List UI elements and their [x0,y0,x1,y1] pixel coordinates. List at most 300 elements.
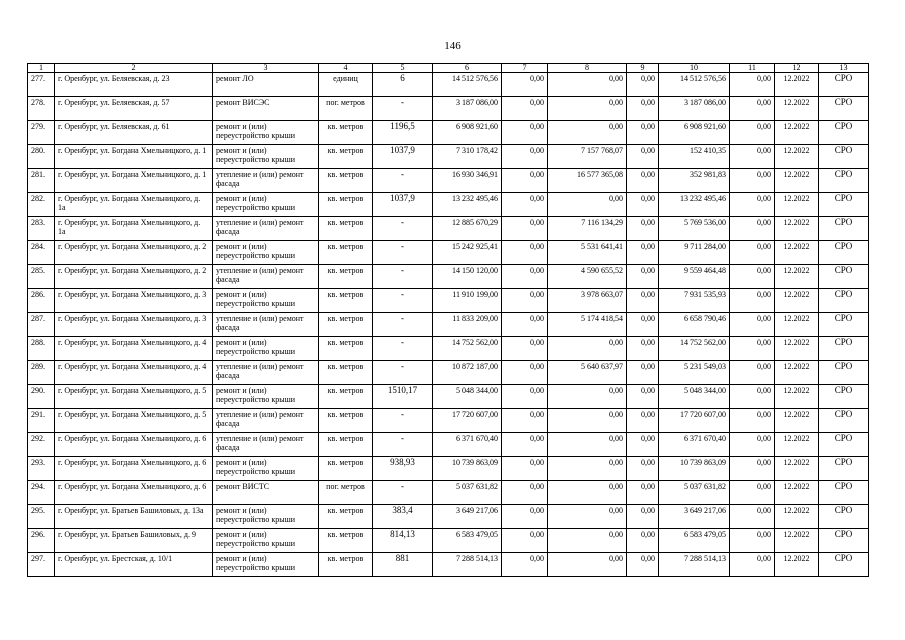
row-number-cell: 281. [28,169,55,193]
quantity-cell: - [373,313,433,337]
funding-cell: 7 931 535,93 [659,289,730,313]
quantity-cell: - [373,337,433,361]
table-row [28,385,869,409]
completion-date-cell: 12.2022 [775,241,819,265]
funding-cell: 152 410,35 [659,145,730,169]
funding-cell: 10 739 863,09 [659,457,730,481]
completion-date-cell: 12.2022 [775,289,819,313]
funding-cell: 0,00 [627,433,659,457]
row-number-cell: 297. [28,553,55,577]
work-type-cell: утепление и (или) ремонт фасада [213,409,319,433]
funding-cell: 0,00 [627,337,659,361]
funding-cell: 5 769 536,00 [659,217,730,241]
unit-cell: кв. метров [319,289,373,313]
column-number: 5 [373,64,433,73]
funding-cell: 9 559 464,48 [659,265,730,289]
column-number-row [28,64,869,73]
funding-cell: 0,00 [502,457,548,481]
funding-cell: 0,00 [627,409,659,433]
funding-cell: 5 048 344,00 [659,385,730,409]
row-number-cell: 284. [28,241,55,265]
completion-date-cell: 12.2022 [775,313,819,337]
funding-cell: 6 583 479,05 [659,529,730,553]
table-row [28,505,869,529]
funding-cell: 6 658 790,46 [659,313,730,337]
table-row [28,265,869,289]
funding-cell: 0,00 [502,73,548,97]
funding-cell: 3 978 663,07 [548,289,627,313]
column-number: 3 [213,64,319,73]
work-type-cell: ремонт и (или) переустройство крыши [213,193,319,217]
funding-cell: 0,00 [502,241,548,265]
funding-cell: 4 590 655,52 [548,265,627,289]
funding-cell: 0,00 [502,193,548,217]
funding-cell: 0,00 [548,409,627,433]
quantity-cell: 1196,5 [373,121,433,145]
funding-cell: 0,00 [730,145,775,169]
funding-cell: 0,00 [730,409,775,433]
row-number-cell: 280. [28,145,55,169]
funding-cell: 0,00 [730,337,775,361]
funding-cell: 0,00 [730,433,775,457]
method-cell: СРО [819,313,869,337]
total-cost-cell: 14 752 562,00 [433,337,502,361]
completion-date-cell: 12.2022 [775,481,819,505]
column-number: 10 [659,64,730,73]
table-row [28,217,869,241]
funding-cell: 17 720 607,00 [659,409,730,433]
column-number: 11 [730,64,775,73]
total-cost-cell: 13 232 495,46 [433,193,502,217]
funding-cell: 0,00 [730,505,775,529]
total-cost-cell: 10 739 863,09 [433,457,502,481]
column-number: 13 [819,64,869,73]
row-number-cell: 279. [28,121,55,145]
funding-cell: 0,00 [730,193,775,217]
funding-cell: 0,00 [548,481,627,505]
funding-cell: 0,00 [730,121,775,145]
unit-cell: кв. метров [319,433,373,457]
funding-cell: 5 531 641,41 [548,241,627,265]
table-body [28,64,869,577]
work-type-cell: ремонт и (или) переустройство крыши [213,385,319,409]
funding-cell: 0,00 [502,313,548,337]
completion-date-cell: 12.2022 [775,361,819,385]
unit-cell: кв. метров [319,409,373,433]
total-cost-cell: 6 908 921,60 [433,121,502,145]
funding-cell: 0,00 [627,121,659,145]
table-row [28,337,869,361]
row-number-cell: 285. [28,265,55,289]
funding-cell: 3 187 086,00 [659,97,730,121]
completion-date-cell: 12.2022 [775,97,819,121]
funding-cell: 0,00 [730,481,775,505]
unit-cell: единиц [319,73,373,97]
quantity-cell: - [373,265,433,289]
funding-cell: 0,00 [730,289,775,313]
method-cell: СРО [819,169,869,193]
row-number-cell: 294. [28,481,55,505]
funding-cell: 0,00 [502,121,548,145]
funding-cell: 0,00 [627,265,659,289]
completion-date-cell: 12.2022 [775,73,819,97]
quantity-cell: 1037,9 [373,193,433,217]
completion-date-cell: 12.2022 [775,217,819,241]
unit-cell: кв. метров [319,145,373,169]
completion-date-cell: 12.2022 [775,457,819,481]
table-row [28,241,869,265]
method-cell: СРО [819,193,869,217]
total-cost-cell: 14 150 120,00 [433,265,502,289]
capital-repair-table [27,63,869,577]
funding-cell: 0,00 [627,553,659,577]
funding-cell: 0,00 [502,361,548,385]
unit-cell: кв. метров [319,241,373,265]
total-cost-cell: 16 930 346,91 [433,169,502,193]
table-row [28,97,869,121]
funding-cell: 9 711 284,00 [659,241,730,265]
funding-cell: 0,00 [548,457,627,481]
column-number: 6 [433,64,502,73]
funding-cell: 13 232 495,46 [659,193,730,217]
table-row [28,289,869,313]
work-type-cell: утепление и (или) ремонт фасада [213,313,319,337]
work-type-cell: ремонт ВИСТС [213,481,319,505]
funding-cell: 0,00 [627,193,659,217]
unit-cell: пог. метров [319,97,373,121]
method-cell: СРО [819,97,869,121]
quantity-cell: - [373,169,433,193]
funding-cell: 0,00 [627,481,659,505]
funding-cell: 0,00 [730,73,775,97]
work-type-cell: ремонт ЛО [213,73,319,97]
address-cell: г. Оренбург, ул. Богдана Хмельницкого, д. 1 [55,169,213,193]
quantity-cell: 383,4 [373,505,433,529]
address-cell: г. Оренбург, ул. Беляевская, д. 61 [55,121,213,145]
unit-cell: кв. метров [319,121,373,145]
funding-cell: 0,00 [730,361,775,385]
funding-cell: 0,00 [502,529,548,553]
method-cell: СРО [819,457,869,481]
method-cell: СРО [819,145,869,169]
funding-cell: 0,00 [502,145,548,169]
funding-cell: 0,00 [548,121,627,145]
address-cell: г. Оренбург, ул. Богдана Хмельницкого, д. 2 [55,265,213,289]
total-cost-cell: 14 512 576,56 [433,73,502,97]
total-cost-cell: 5 037 631,82 [433,481,502,505]
work-type-cell: ремонт и (или) переустройство крыши [213,121,319,145]
address-cell: г. Оренбург, ул. Богдана Хмельницкого, д. 4 [55,361,213,385]
unit-cell: кв. метров [319,193,373,217]
funding-cell: 0,00 [548,193,627,217]
funding-cell: 0,00 [502,265,548,289]
funding-cell: 0,00 [730,241,775,265]
column-number: 2 [55,64,213,73]
work-type-cell: утепление и (или) ремонт фасада [213,169,319,193]
funding-cell: 0,00 [627,241,659,265]
table-row [28,73,869,97]
address-cell: г. Оренбург, ул. Богдана Хмельницкого, д. 3 [55,313,213,337]
completion-date-cell: 12.2022 [775,529,819,553]
total-cost-cell: 6 371 670,40 [433,433,502,457]
funding-cell: 0,00 [730,217,775,241]
quantity-cell: - [373,97,433,121]
address-cell: г. Оренбург, ул. Богдана Хмельницкого, д. 1 [55,145,213,169]
method-cell: СРО [819,265,869,289]
table-row [28,145,869,169]
method-cell: СРО [819,241,869,265]
address-cell: г. Оренбург, ул. Богдана Хмельницкого, д. 6 [55,481,213,505]
funding-cell: 0,00 [548,505,627,529]
funding-cell: 7 157 768,07 [548,145,627,169]
row-number-cell: 282. [28,193,55,217]
unit-cell: кв. метров [319,385,373,409]
table-row [28,409,869,433]
funding-cell: 0,00 [502,385,548,409]
funding-cell: 6 908 921,60 [659,121,730,145]
method-cell: СРО [819,409,869,433]
method-cell: СРО [819,121,869,145]
method-cell: СРО [819,73,869,97]
completion-date-cell: 12.2022 [775,433,819,457]
row-number-cell: 290. [28,385,55,409]
row-number-cell: 289. [28,361,55,385]
total-cost-cell: 7 288 514,13 [433,553,502,577]
funding-cell: 0,00 [502,169,548,193]
unit-cell: кв. метров [319,505,373,529]
work-type-cell: ремонт и (или) переустройство крыши [213,145,319,169]
address-cell: г. Оренбург, ул. Брестская, д. 10/1 [55,553,213,577]
quantity-cell: - [373,481,433,505]
unit-cell: кв. метров [319,553,373,577]
address-cell: г. Оренбург, ул. Богдана Хмельницкого, д. 4 [55,337,213,361]
address-cell: г. Оренбург, ул. Беляевская, д. 23 [55,73,213,97]
address-cell: г. Оренбург, ул. Богдана Хмельницкого, д. 3 [55,289,213,313]
address-cell: г. Оренбург, ул. Богдана Хмельницкого, д. 1а [55,193,213,217]
total-cost-cell: 6 583 479,05 [433,529,502,553]
address-cell: г. Оренбург, ул. Богдана Хмельницкого, д. 2 [55,241,213,265]
funding-cell: 0,00 [730,385,775,409]
work-type-cell: ремонт и (или) переустройство крыши [213,457,319,481]
total-cost-cell: 7 310 178,42 [433,145,502,169]
method-cell: СРО [819,337,869,361]
method-cell: СРО [819,361,869,385]
funding-cell: 0,00 [502,553,548,577]
work-type-cell: ремонт и (или) переустройство крыши [213,289,319,313]
quantity-cell: - [373,409,433,433]
funding-cell: 14 752 562,00 [659,337,730,361]
funding-cell: 0,00 [502,337,548,361]
work-type-cell: ремонт и (или) переустройство крыши [213,553,319,577]
table-row [28,361,869,385]
funding-cell: 5 037 631,82 [659,481,730,505]
unit-cell: кв. метров [319,217,373,241]
funding-cell: 0,00 [548,433,627,457]
total-cost-cell: 5 048 344,00 [433,385,502,409]
work-type-cell: ремонт и (или) переустройство крыши [213,337,319,361]
table-row [28,481,869,505]
completion-date-cell: 12.2022 [775,409,819,433]
funding-cell: 0,00 [627,97,659,121]
completion-date-cell: 12.2022 [775,145,819,169]
quantity-cell: 814,13 [373,529,433,553]
unit-cell: кв. метров [319,169,373,193]
completion-date-cell: 12.2022 [775,385,819,409]
total-cost-cell: 17 720 607,00 [433,409,502,433]
method-cell: СРО [819,217,869,241]
row-number-cell: 278. [28,97,55,121]
column-number: 4 [319,64,373,73]
column-number: 1 [28,64,55,73]
work-type-cell: утепление и (или) ремонт фасада [213,217,319,241]
address-cell: г. Оренбург, ул. Богдана Хмельницкого, д. 6 [55,433,213,457]
total-cost-cell: 15 242 925,41 [433,241,502,265]
funding-cell: 0,00 [627,313,659,337]
row-number-cell: 295. [28,505,55,529]
funding-cell: 0,00 [502,433,548,457]
funding-cell: 0,00 [548,73,627,97]
funding-cell: 0,00 [627,385,659,409]
address-cell: г. Оренбург, ул. Беляевская, д. 57 [55,97,213,121]
funding-cell: 5 231 549,03 [659,361,730,385]
row-number-cell: 286. [28,289,55,313]
total-cost-cell: 3 187 086,00 [433,97,502,121]
completion-date-cell: 12.2022 [775,265,819,289]
quantity-cell: - [373,241,433,265]
funding-cell: 0,00 [730,169,775,193]
funding-cell: 7 288 514,13 [659,553,730,577]
column-number: 12 [775,64,819,73]
funding-cell: 0,00 [730,553,775,577]
unit-cell: кв. метров [319,457,373,481]
funding-cell: 3 649 217,06 [659,505,730,529]
table-row [28,121,869,145]
completion-date-cell: 12.2022 [775,169,819,193]
method-cell: СРО [819,553,869,577]
address-cell: г. Оренбург, ул. Богдана Хмельницкого, д. 1а [55,217,213,241]
funding-cell: 0,00 [548,553,627,577]
completion-date-cell: 12.2022 [775,505,819,529]
unit-cell: кв. метров [319,265,373,289]
funding-cell: 0,00 [548,385,627,409]
address-cell: г. Оренбург, ул. Братьев Башиловых, д. 13а [55,505,213,529]
quantity-cell: - [373,361,433,385]
quantity-cell: 1510,17 [373,385,433,409]
row-number-cell: 288. [28,337,55,361]
work-type-cell: утепление и (или) ремонт фасада [213,265,319,289]
row-number-cell: 287. [28,313,55,337]
funding-cell: 16 577 365,08 [548,169,627,193]
method-cell: СРО [819,529,869,553]
completion-date-cell: 12.2022 [775,121,819,145]
funding-cell: 0,00 [730,97,775,121]
method-cell: СРО [819,481,869,505]
total-cost-cell: 12 885 670,29 [433,217,502,241]
funding-cell: 0,00 [548,97,627,121]
funding-cell: 5 174 418,54 [548,313,627,337]
table-row [28,433,869,457]
unit-cell: кв. метров [319,529,373,553]
completion-date-cell: 12.2022 [775,193,819,217]
completion-date-cell: 12.2022 [775,337,819,361]
funding-cell: 0,00 [730,265,775,289]
funding-cell: 0,00 [627,217,659,241]
funding-cell: 0,00 [502,481,548,505]
method-cell: СРО [819,433,869,457]
funding-cell: 6 371 670,40 [659,433,730,457]
unit-cell: кв. метров [319,337,373,361]
address-cell: г. Оренбург, ул. Богдана Хмельницкого, д. 6 [55,457,213,481]
funding-cell: 0,00 [627,73,659,97]
row-number-cell: 277. [28,73,55,97]
column-number: 7 [502,64,548,73]
method-cell: СРО [819,385,869,409]
work-type-cell: утепление и (или) ремонт фасада [213,361,319,385]
funding-cell: 352 981,83 [659,169,730,193]
column-number: 8 [548,64,627,73]
table-row [28,169,869,193]
unit-cell: кв. метров [319,313,373,337]
quantity-cell: 1037,9 [373,145,433,169]
funding-cell: 0,00 [502,505,548,529]
funding-cell: 0,00 [730,457,775,481]
row-number-cell: 293. [28,457,55,481]
quantity-cell: - [373,433,433,457]
funding-cell: 0,00 [627,529,659,553]
address-cell: г. Оренбург, ул. Богдана Хмельницкого, д. 5 [55,385,213,409]
work-type-cell: ремонт и (или) переустройство крыши [213,529,319,553]
funding-cell: 0,00 [548,529,627,553]
work-type-cell: утепление и (или) ремонт фасада [213,433,319,457]
funding-cell: 0,00 [502,289,548,313]
funding-cell: 0,00 [730,313,775,337]
funding-cell: 7 116 134,29 [548,217,627,241]
method-cell: СРО [819,505,869,529]
row-number-cell: 292. [28,433,55,457]
funding-cell: 0,00 [627,505,659,529]
page-number: 146 [444,40,461,52]
quantity-cell: 6 [373,73,433,97]
work-type-cell: ремонт и (или) переустройство крыши [213,241,319,265]
total-cost-cell: 11 910 199,00 [433,289,502,313]
quantity-cell: - [373,289,433,313]
unit-cell: пог. метров [319,481,373,505]
row-number-cell: 283. [28,217,55,241]
funding-cell: 0,00 [627,289,659,313]
funding-cell: 0,00 [502,409,548,433]
funding-cell: 0,00 [502,97,548,121]
funding-cell: 0,00 [627,169,659,193]
completion-date-cell: 12.2022 [775,553,819,577]
address-cell: г. Оренбург, ул. Братьев Башиловых, д. 9 [55,529,213,553]
funding-cell: 5 640 637,97 [548,361,627,385]
table-row [28,553,869,577]
quantity-cell: - [373,217,433,241]
table-row [28,193,869,217]
funding-cell: 0,00 [627,145,659,169]
funding-cell: 14 512 576,56 [659,73,730,97]
work-type-cell: ремонт ВИСЭС [213,97,319,121]
unit-cell: кв. метров [319,361,373,385]
address-cell: г. Оренбург, ул. Богдана Хмельницкого, д. 5 [55,409,213,433]
table-row [28,529,869,553]
total-cost-cell: 3 649 217,06 [433,505,502,529]
funding-cell: 0,00 [502,217,548,241]
method-cell: СРО [819,289,869,313]
quantity-cell: 881 [373,553,433,577]
column-number: 9 [627,64,659,73]
row-number-cell: 296. [28,529,55,553]
